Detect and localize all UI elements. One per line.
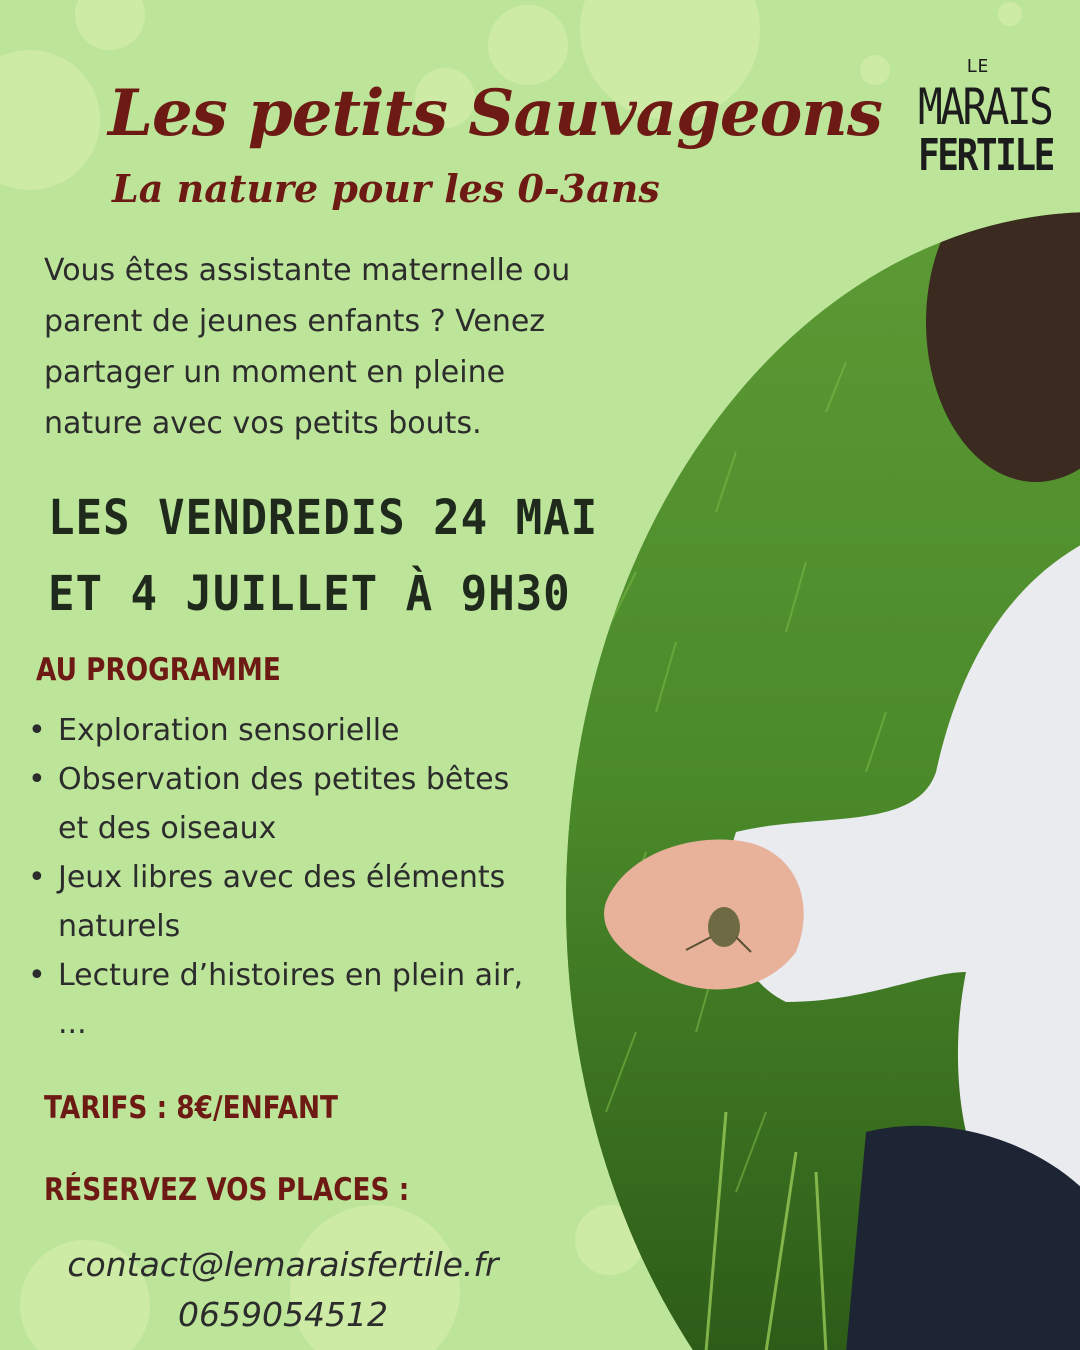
logo-line1: MARAIS [918, 78, 1052, 136]
programme-ellipsis: ... [58, 1006, 87, 1041]
bullet-icon: • [28, 762, 46, 797]
intro-line: parent de jeunes enfants ? Venez [44, 304, 546, 339]
background-dot [998, 2, 1022, 26]
list-item [26, 951, 566, 1000]
bullet-icon: • [28, 958, 46, 993]
list-item [26, 853, 566, 951]
page-title: Les petits Sauvageons [108, 76, 882, 151]
page-subtitle: La nature pour les 0-3ans [112, 166, 660, 211]
background-dot [75, 0, 145, 50]
list-item-line: Observation des petites bêtes [58, 762, 510, 797]
intro-line: partager un moment en pleine [44, 355, 506, 390]
event-dates [48, 480, 598, 632]
bullet-icon: • [28, 860, 46, 895]
intro-text [44, 245, 644, 449]
intro-line: nature avec vos petits bouts. [44, 406, 482, 441]
tarifs-label: TARIFS : 8€/ENFANT [44, 1090, 339, 1126]
list-item-line: Lecture d’histoires en plein air, [58, 958, 524, 993]
contact-phone-link[interactable]: 0659054512 [178, 1295, 388, 1334]
dates-line2: ET 4 JUILLET À 9H30 [48, 566, 571, 622]
programme-list [26, 706, 566, 1000]
background-dot [0, 50, 100, 190]
list-item-line: Jeux libres avec des éléments [58, 860, 506, 895]
logo [905, 56, 1053, 181]
contact-block [0, 1240, 566, 1340]
list-item-line: et des oiseaux [58, 811, 277, 846]
bullet-icon: • [28, 713, 46, 748]
background-dot [488, 5, 568, 85]
intro-line: Vous êtes assistante maternelle ou [44, 253, 571, 288]
list-item [26, 706, 566, 755]
list-item [26, 755, 566, 853]
reservation-heading: RÉSERVEZ VOS PLACES : [44, 1172, 410, 1208]
programme-heading: AU PROGRAMME [36, 652, 281, 688]
dates-line1: LES VENDREDIS 24 MAI [48, 490, 599, 546]
list-item-line: naturels [58, 909, 181, 944]
list-item-line: Exploration sensorielle [58, 713, 400, 748]
logo-le: LE [966, 56, 989, 77]
logo-line2: FERTILE [918, 130, 1053, 181]
contact-email-link[interactable]: contact@lemaraisfertile.fr [67, 1245, 499, 1284]
